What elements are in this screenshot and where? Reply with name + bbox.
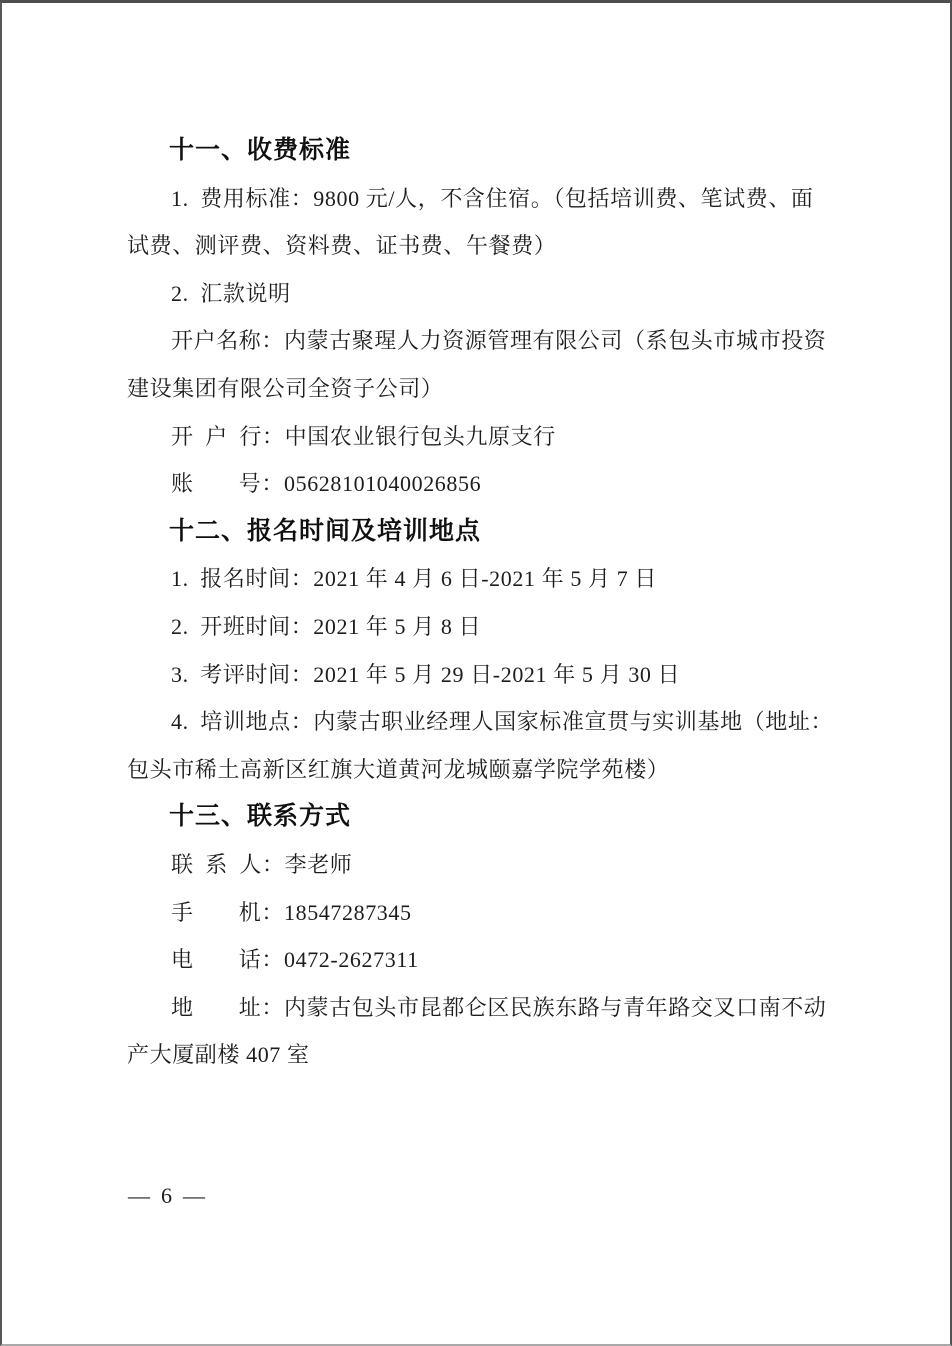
account-name-line-wrap: 建设集团有限公司全资子公司）	[127, 375, 444, 401]
class-start-line: 2. 开班时间：2021 年 5 月 8 日	[171, 613, 482, 639]
account-name-line: 开户名称：内蒙古聚瑆人力资源管理有限公司（系包头市城市投资	[171, 328, 827, 354]
document-body	[127, 127, 837, 1079]
address-line-wrap: 产大厦副楼 407 室	[127, 1042, 310, 1068]
training-location-wrap: 包头市稀土高新区红旗大道黄河龙城颐嘉学院学苑楼）	[127, 756, 670, 782]
address-line: 地 址：内蒙古包头市昆都仑区民族东路与青年路交叉口南不动	[171, 994, 827, 1020]
fee-standard-line: 1. 费用标准：9800 元/人，不含住宿。（包括培训费、笔试费、面	[171, 185, 814, 211]
fee-standard-line-wrap: 试费、测评费、资料费、证书费、午餐费）	[127, 233, 557, 259]
remittance-title-line: 2. 汇款说明	[171, 280, 291, 306]
section-heading-11: 十一、收费标准	[169, 136, 352, 164]
training-location-line: 4. 培训地点：内蒙古职业经理人国家标准宣贯与实训基地（地址：	[171, 709, 834, 735]
exam-time-line: 3. 考评时间：2021 年 5 月 29 日-2021 年 5 月 30 日	[171, 661, 681, 687]
section-heading-13: 十三、联系方式	[169, 802, 352, 831]
bank-line: 开 户 行：中国农业银行包头九原支行	[171, 423, 556, 449]
page-number: — 6 —	[128, 1183, 205, 1208]
account-number-line: 账 号：05628101040026856	[171, 471, 482, 497]
contact-person-line: 联 系 人：李老师	[171, 851, 353, 877]
telephone-line: 电 话：0472-2627311	[171, 947, 419, 973]
section-heading-12: 十二、报名时间及培训地点	[169, 516, 482, 545]
signup-time-line: 1. 报名时间：2021 年 4 月 6 日-2021 年 5 月 7 日	[171, 566, 658, 592]
mobile-line: 手 机：18547287345	[171, 899, 412, 925]
